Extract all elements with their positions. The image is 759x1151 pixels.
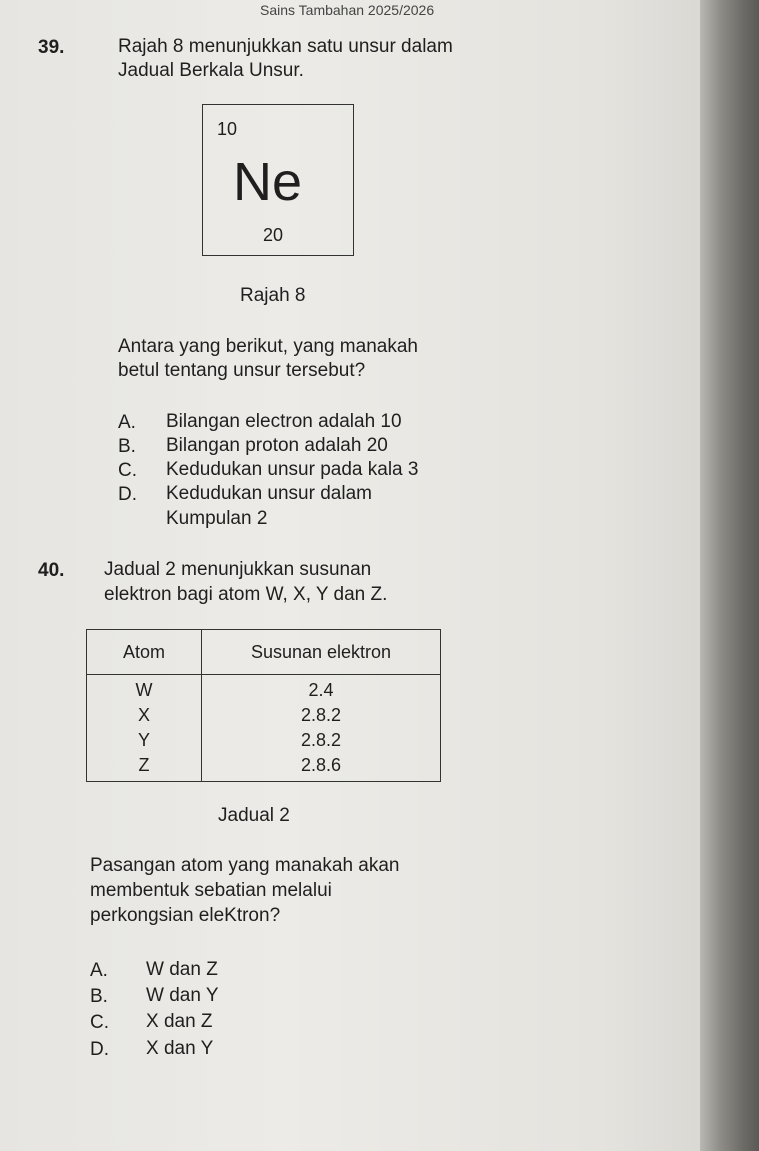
table-caption: Jadual 2 [218,805,290,826]
question-39-line1: Antara yang berikut, yang manakah [118,336,418,357]
q39-option-a-letter[interactable]: A. [118,412,136,433]
q39-option-d-text-line2[interactable]: Kumpulan 2 [166,508,268,529]
question-39-stem-line1: Rajah 8 menunjukkan satu unsur dalam [118,36,453,57]
page-header: Sains Tambahan 2025/2026 [260,2,435,18]
atom-x: X [137,705,150,725]
q40-option-d-letter[interactable]: D. [90,1039,109,1060]
atom-w: W [135,680,153,700]
header-electron-arrangement: Susunan elektron [202,630,441,675]
config-column [202,675,441,782]
question-39-line2: betul tentang unsur tersebut? [118,360,366,381]
question-40-line3: perkongsian eleKtron? [90,905,281,926]
q39-option-a-text[interactable]: Bilangan electron adalah 10 [166,411,402,432]
table-header-row [87,630,441,675]
nucleon-number: 20 [263,225,284,245]
config-x: 2.8.2 [300,705,342,725]
element-symbol: Ne [233,152,303,212]
question-40-stem-line1: Jadual 2 menunjukkan susunan [104,559,372,580]
q39-option-b-text[interactable]: Bilangan proton adalah 20 [166,435,388,456]
question-40-line2: membentuk sebatian melalui [90,880,332,901]
electron-arrangement-table [86,629,441,782]
q39-option-d-letter[interactable]: D. [118,484,137,505]
atom-column [87,675,202,782]
q40-option-b-text[interactable]: W dan Y [146,985,219,1006]
q39-option-b-letter[interactable]: B. [118,436,136,457]
atom-z: Z [138,755,150,775]
q40-option-b-letter[interactable]: B. [90,986,108,1007]
config-y: 2.8.2 [300,730,342,750]
q40-option-a-letter[interactable]: A. [90,960,108,981]
table-body-row [87,675,441,782]
q39-option-d-text[interactable]: Kedudukan unsur dalam [166,483,372,504]
atom-y: Y [137,730,150,750]
figure-caption: Rajah 8 [240,285,306,306]
q39-option-c-text[interactable]: Kedudukan unsur pada kala 3 [166,459,419,480]
question-40-number: 40. [38,560,65,581]
page-edge-shadow [700,0,759,1151]
q40-option-c-letter[interactable]: C. [90,1012,109,1033]
proton-number: 10 [217,119,238,139]
q40-option-c-text[interactable]: X dan Z [146,1011,213,1032]
question-39-stem-line2: Jadual Berkala Unsur. [118,60,304,81]
q40-option-a-text[interactable]: W dan Z [146,959,218,980]
q39-option-c-letter[interactable]: C. [118,460,137,481]
config-w: 2.4 [308,680,334,700]
q40-option-d-text[interactable]: X dan Y [146,1038,214,1059]
header-atom: Atom [87,630,202,675]
question-40-line1: Pasangan atom yang manakah akan [90,855,400,876]
config-z: 2.8.6 [300,755,342,775]
element-tile [202,104,354,256]
question-40-stem-line2: elektron bagi atom W, X, Y dan Z. [104,584,388,605]
question-39-number: 39. [38,37,65,58]
